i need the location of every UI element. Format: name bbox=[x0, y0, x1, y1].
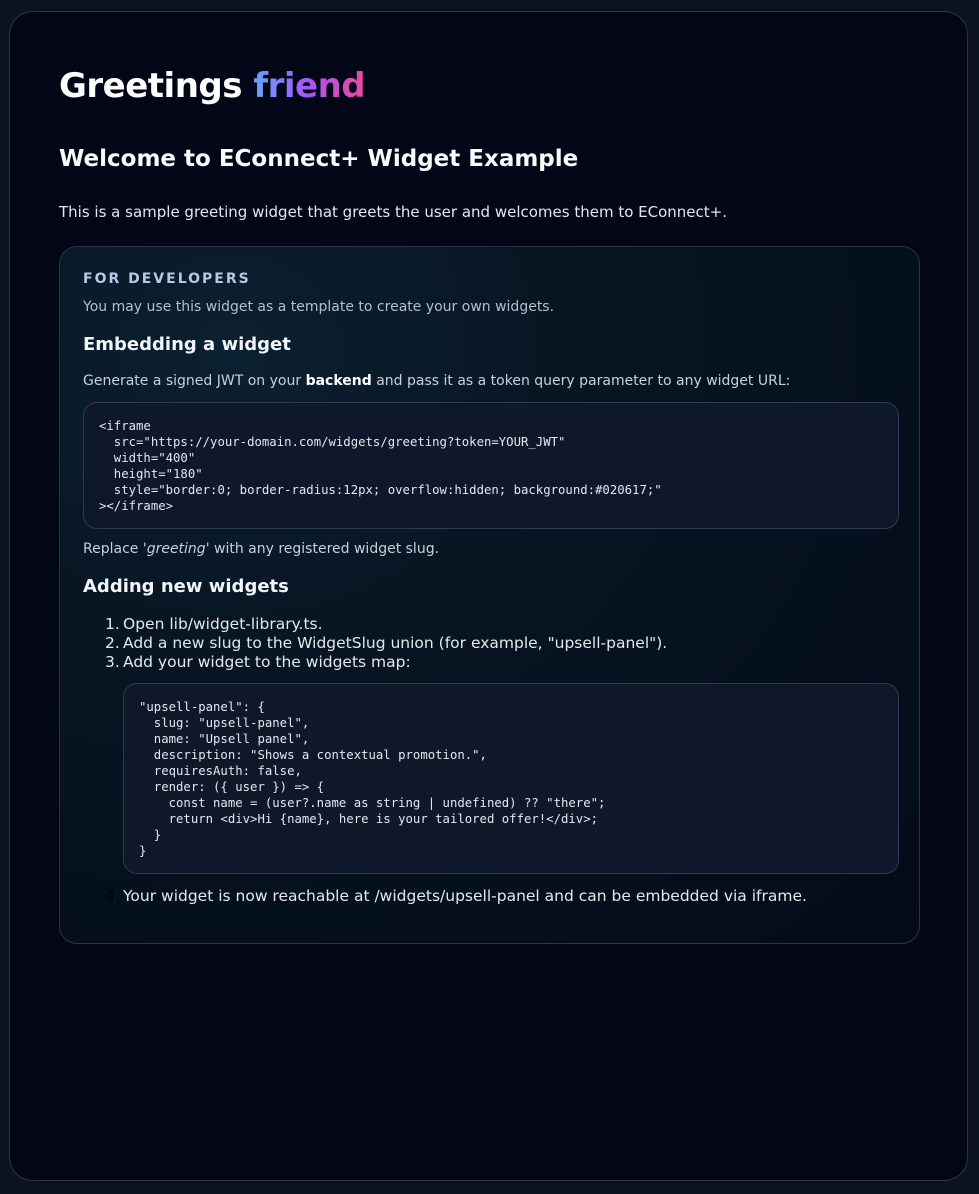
step-text: Your widget is now reachable at /widgets/upsell-panel and can be embedded via iframe. bbox=[123, 887, 807, 905]
greeting-word: Greetings bbox=[59, 66, 242, 106]
greeting-heading bbox=[59, 66, 365, 106]
step-item bbox=[83, 886, 939, 905]
step-number: 1. bbox=[105, 615, 120, 633]
embedding-text bbox=[83, 373, 790, 389]
replace-note bbox=[83, 541, 439, 557]
developers-eyebrow: FOR DEVELOPERS bbox=[83, 271, 251, 287]
welcome-text: This is a sample greeting widget that greets the user and welcomes them to EConnect+. bbox=[59, 203, 727, 221]
step-number: 2. bbox=[105, 634, 120, 652]
embedding-text-after: and pass it as a token query parameter to any widget URL: bbox=[371, 373, 791, 389]
step-text: Open lib/widget-library.ts. bbox=[123, 615, 323, 633]
developers-card bbox=[59, 246, 920, 944]
embedding-text-bold: backend bbox=[305, 373, 372, 389]
step-item bbox=[83, 634, 899, 653]
step-number: 4. bbox=[105, 886, 121, 905]
app-frame bbox=[9, 11, 968, 1181]
replace-note-before: Replace ' bbox=[83, 541, 147, 557]
step-number: 3. bbox=[105, 653, 120, 671]
replace-note-after: ' with any registered widget slug. bbox=[205, 541, 440, 557]
step-text: Add your widget to the widgets map: bbox=[123, 653, 411, 671]
step-item bbox=[83, 653, 899, 672]
widget-map-code-block[interactable]: "upsell-panel": { slug: "upsell-panel", name: "Upsell panel", description: "Shows a contextual promotion.", requiresAuth: false, render: ({ user }) => { const name = (user?.name as string | undefined) ?? "there"; return <div>Hi {name}, here is your tailored offer!</div>; } } bbox=[123, 683, 899, 874]
adding-widgets-heading: Adding new widgets bbox=[83, 576, 289, 597]
embedding-text-before: Generate a signed JWT on your bbox=[83, 373, 306, 389]
greeting-name: friend bbox=[253, 66, 366, 106]
developers-intro: You may use this widget as a template to create your own widgets. bbox=[83, 299, 555, 315]
step-text: Add a new slug to the WidgetSlug union (for example, "upsell-panel"). bbox=[123, 634, 668, 652]
welcome-title: Welcome to EConnect+ Widget Example bbox=[59, 146, 579, 172]
replace-note-slug: greeting bbox=[146, 541, 206, 557]
embedding-heading: Embedding a widget bbox=[83, 334, 291, 355]
embed-code-block[interactable]: <iframe src="https://your-domain.com/widgets/greeting?token=YOUR_JWT" width="400" height="180" style="border:0; border-radius:12px; overflow:hidden; background:#020617;" ></iframe> bbox=[83, 402, 899, 529]
adding-steps-list bbox=[83, 615, 899, 672]
step-item bbox=[83, 615, 899, 634]
